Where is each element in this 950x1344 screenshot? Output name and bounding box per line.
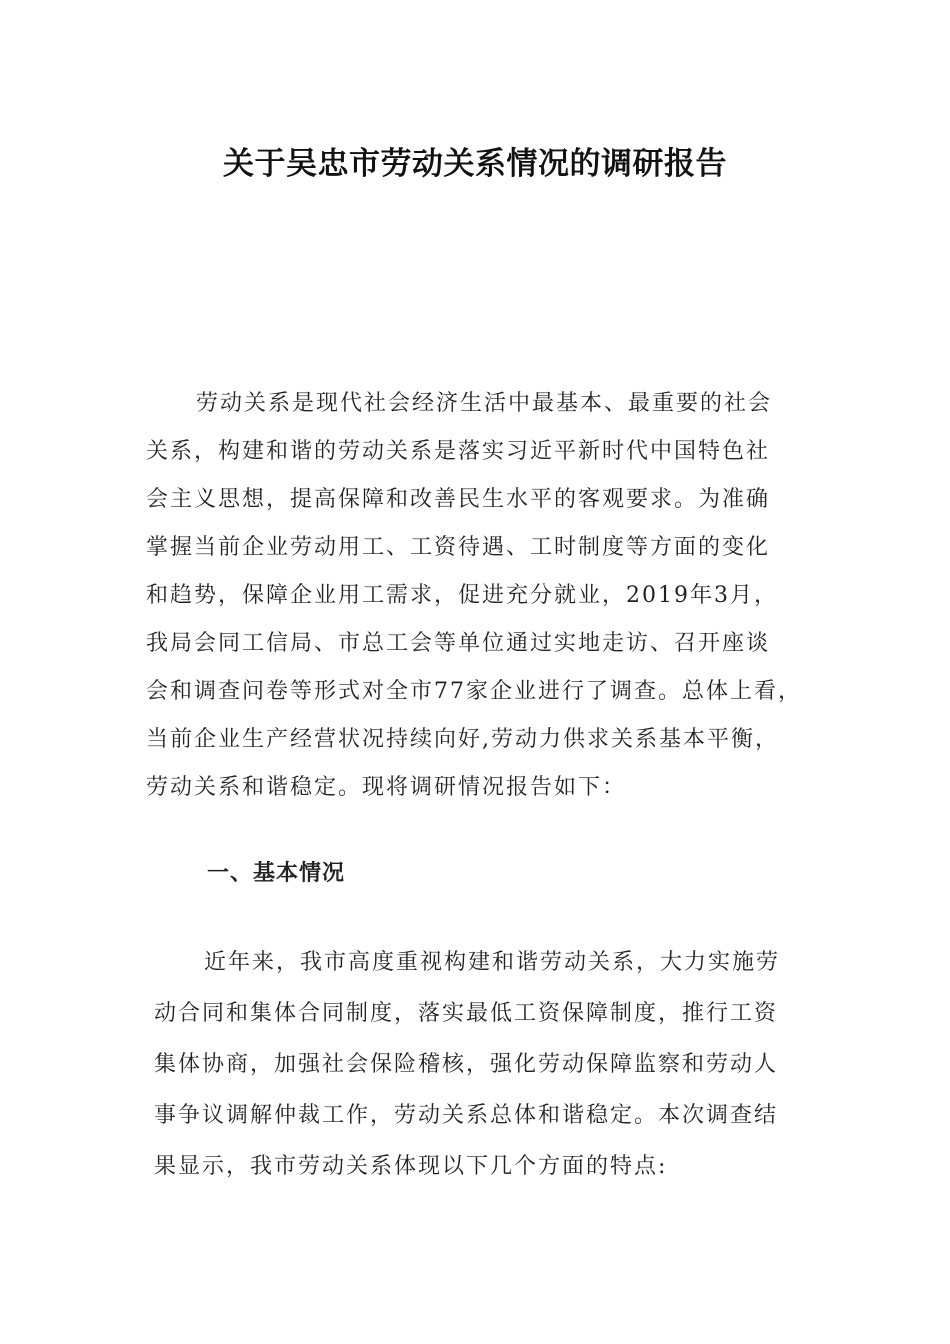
intro-line: 和趋势，保障企业用工需求，促进充分就业，2019年3月， bbox=[146, 583, 778, 608]
basic-situation-paragraph bbox=[154, 937, 834, 1192]
intro-line: 当前企业生产经营状况持续向好,劳动力供求关系基本平衡， bbox=[146, 727, 779, 752]
intro-paragraph bbox=[146, 380, 826, 812]
intro-line: 掌握当前企业劳动用工、工资待遇、工时制度等方面的变化 bbox=[146, 535, 771, 560]
intro-line: 会主义思想，提高保障和改善民生水平的客观要求。为准确 bbox=[146, 487, 771, 512]
basic-line: 集体协商，加强社会保险稽核，强化劳动保障监察和劳动人 bbox=[154, 1052, 779, 1077]
intro-line: 关系，构建和谐的劳动关系是落实习近平新时代中国特色社 bbox=[146, 439, 771, 464]
intro-line: 劳动关系是现代社会经济生活中最基本、最重要的社会 bbox=[196, 391, 773, 416]
intro-line: 会和调查问卷等形式对全市77家企业进行了调查。总体上看， bbox=[146, 679, 802, 704]
basic-line: 事争议调解仲裁工作，劳动关系总体和谐稳定。本次调查结 bbox=[154, 1103, 779, 1128]
intro-line: 劳动关系和谐稳定。现将调研情况报告如下： bbox=[146, 775, 627, 800]
section-heading-basic: 一、基本情况 bbox=[207, 861, 346, 886]
basic-line: 果显示，我市劳动关系体现以下几个方面的特点: bbox=[154, 1154, 668, 1179]
intro-line: 我局会同工信局、市总工会等单位通过实地走访、召开座谈 bbox=[146, 631, 771, 656]
basic-line: 动合同和集体合同制度，落实最低工资保障制度，推行工资 bbox=[154, 1001, 779, 1026]
basic-line: 近年来，我市高度重视构建和谐劳动关系，大力实施劳 bbox=[204, 950, 781, 975]
document-title: 关于吴忠市劳动关系情况的调研报告 bbox=[223, 146, 727, 182]
